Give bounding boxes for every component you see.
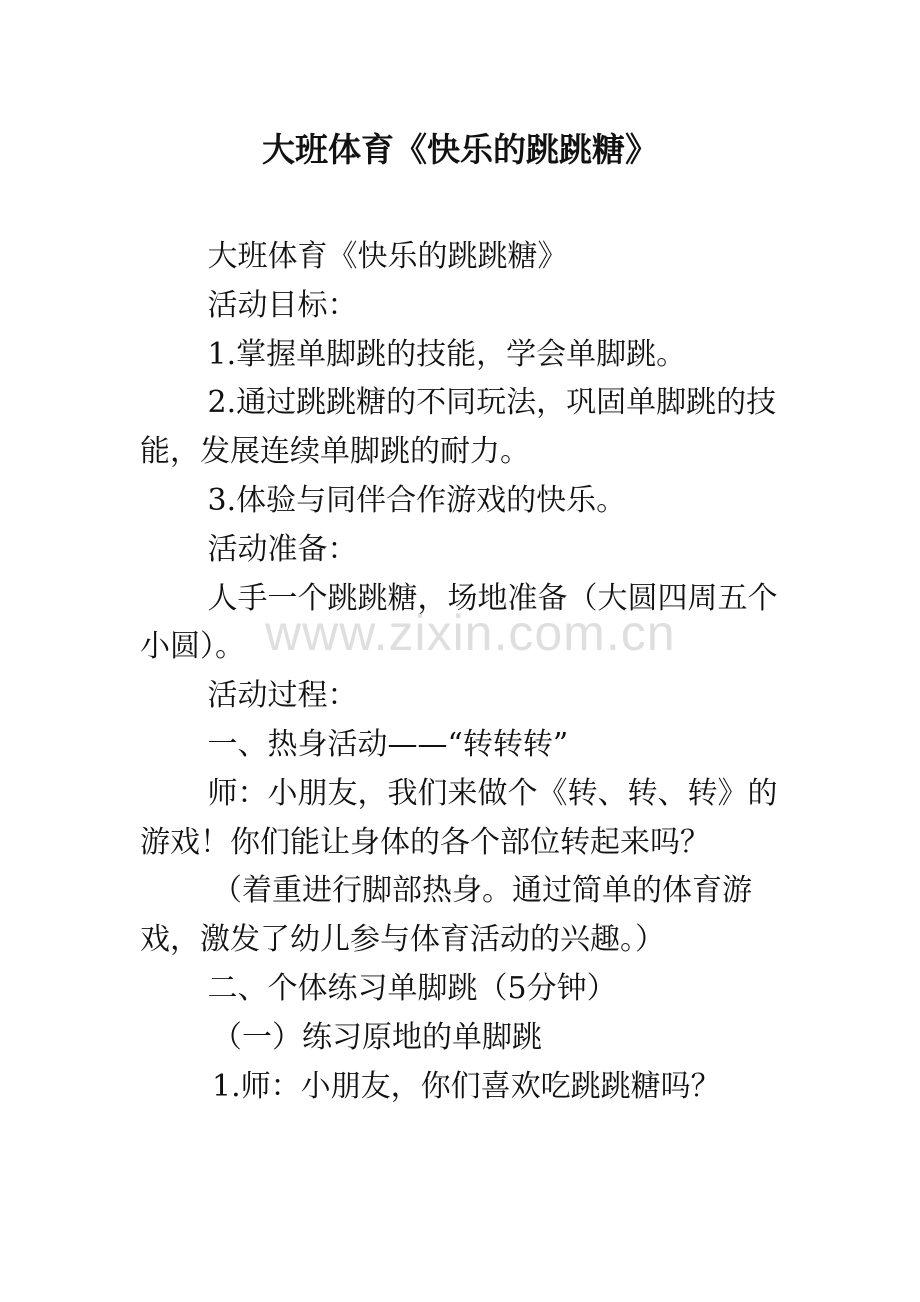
paragraph-goal-1: 1.掌握单脚跳的技能，学会单脚跳。	[207, 336, 687, 372]
paragraph-teacher-2: 1.师：小朋友，你们喜欢吃跳跳糖吗？	[212, 1068, 721, 1104]
paragraph-goal-2: 2.通过跳跳糖的不同玩法，巩固单脚跳的技能，发展连续单脚跳的耐力。	[140, 385, 777, 470]
paragraph-process-heading: 活动过程：	[207, 678, 358, 714]
paragraph-section-2: 二、个体练习单脚跳（5分钟）	[207, 970, 617, 1006]
watermark: www.zixin.com.cn	[265, 605, 676, 661]
paragraph-note: （着重进行脚部热身。通过简单的体育游戏，激发了幼儿参与体育活动的兴趣。）	[140, 873, 752, 958]
paragraph-subsection-1: （一）练习原地的单脚跳	[212, 1019, 542, 1055]
paragraph-subtitle: 大班体育《快乐的跳跳糖》	[207, 239, 568, 274]
paragraph-goals-heading: 活动目标：	[207, 287, 358, 323]
paragraph-prep-heading: 活动准备：	[207, 531, 358, 567]
paragraph-prep: 人手一个跳跳糖，场地准备（大圆四周五个小圆）。	[140, 580, 778, 665]
paragraph-warmup-heading: 一、热身活动——“转转转”	[207, 726, 569, 762]
document-body	[140, 233, 790, 1111]
document-title: 大班体育《快乐的跳跳糖》	[262, 130, 658, 169]
paragraph-goal-3: 3.体验与同伴合作游戏的快乐。	[207, 482, 627, 518]
paragraph-teacher-1: 师：小朋友，我们来做个《转、转、转》的游戏！你们能让身体的各个部位转起来吗？	[140, 775, 778, 860]
